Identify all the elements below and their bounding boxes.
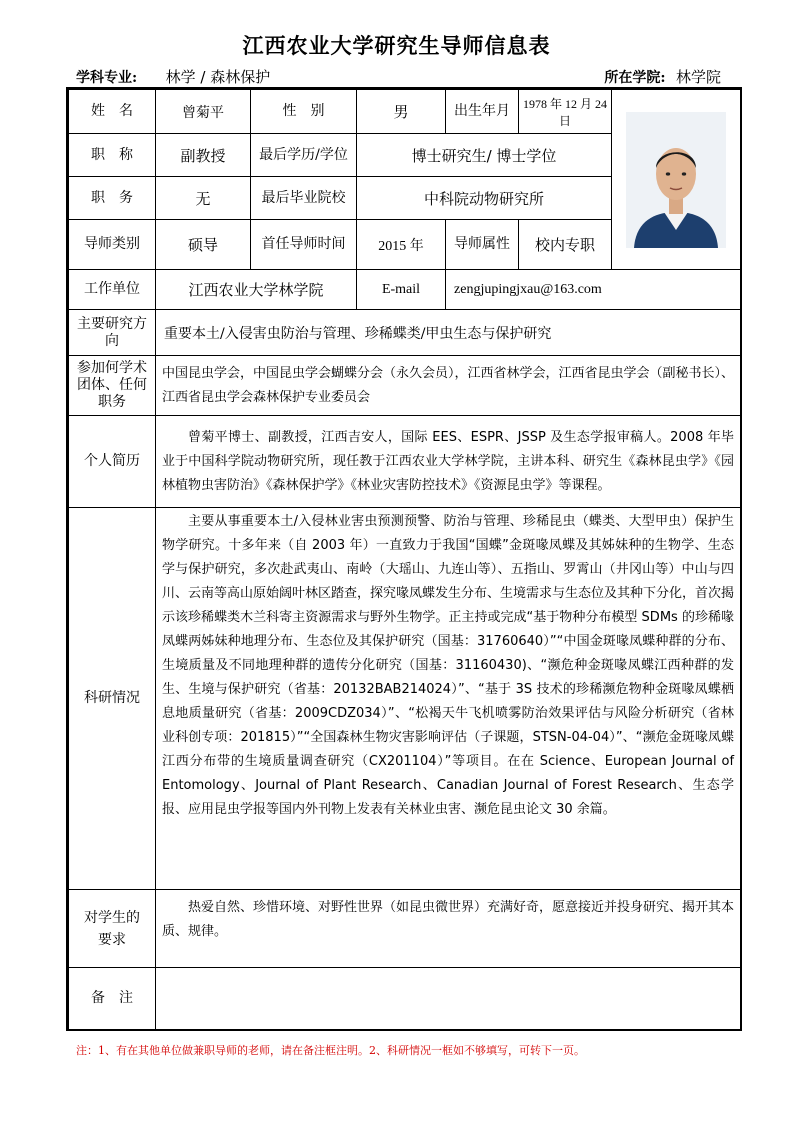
- supervisor-type-value: 硕导: [156, 220, 251, 270]
- portrait-photo: [626, 112, 726, 248]
- req-value: 热爱自然、珍惜环境、对野性世界（如昆虫微世界）充满好奇，愿意接近并投身研究、揭开其本质、规律。: [156, 890, 741, 968]
- portrait-icon: [626, 112, 726, 248]
- research-dir-value: 重要本土/入侵害虫防治与管理、珍稀蝶类/甲虫生态与保护研究: [156, 310, 741, 356]
- research-label: 科研情况: [69, 508, 156, 890]
- gender-value: 男: [357, 90, 446, 134]
- first-time-value: 2015 年: [357, 220, 446, 270]
- subject-value: 林学 / 森林保护: [165, 68, 271, 86]
- name-value: 曾菊平: [156, 90, 251, 134]
- attr-label: 导师属性: [446, 220, 519, 270]
- subject-label: 学科专业:: [76, 70, 138, 86]
- unit-label: 工作单位: [69, 270, 156, 310]
- post-label: 职 务: [69, 177, 156, 220]
- birth-value: 1978 年 12 月 24 日: [519, 90, 612, 134]
- school-line: [604, 66, 721, 87]
- footnote: 注：1、有在其他单位做兼职导师的老师，请在备注框注明。2、科研情况一框如不够填写，可转下一页。: [76, 1044, 585, 1057]
- school-grad-label: 最后毕业院校: [251, 177, 357, 220]
- attr-value: 校内专职: [519, 220, 612, 270]
- degree-value: 博士研究生/ 博士学位: [357, 134, 612, 177]
- research-value: 主要从事重要本土/入侵林业害虫预测预警、防治与管理、珍稀昆虫（蝶类、大型甲虫）保护生物学研究。十多年来（自 2003 年）一直致力于我国“国蝶”金斑喙凤蝶及其姊妹种的生物学、生态学与保护研究，多次赴武夷山、南岭（大瑶山、九连山等）、五指山、罗霄山（井冈山等）中山与四川、云南等高山原始阔叶林区踏查，探究喙凤蝶发生分布、生境需求与生态位及其种下分化，首次揭示该珍稀蝶类木兰科寄主资源需求与野外生物学。正主持或完成“基于物种分布模型 SDMs 的珍稀喙凤蝶两姊妹种地理分布、生态位及其保护研究（国基：31760640）”“中国金斑喙凤蝶种群的分布、生境质量及不同地理种群的遗传分化研究（国基：31160430)、“濒危种金斑喙凤蝶江西种群的发生、生境与保护研究（省基：20132BAB214024）”、“基于 3S 技术的珍稀濒危物种金斑喙凤蝶栖息地质量研究（省基：2009CDZ034）”、“松褐天牛飞机喷雾防治效果评估与风险分析研究（省林业科创专项：201815）”“全国森林生物灾害影响评估（子课题，STSN-04-04）”、“濒危金斑喙凤蝶江西分布带的生境质量调查研究（CX201104）”等项目。在在 Science、European Journal of Entomology、Journal of Plant Research、Canadian Journal of Forest Research、生态学报、应用昆虫学报等国内外刊物上发表有关林业虫害、濒危昆虫论文 30 余篇。: [156, 508, 741, 890]
- info-form: [66, 87, 742, 1031]
- first-time-label: 首任导师时间: [251, 220, 357, 270]
- subject-line: [76, 66, 270, 87]
- supervisor-type-label: 导师类别: [69, 220, 156, 270]
- school-grad-value: 中科院动物研究所: [357, 177, 612, 220]
- unit-value: 江西农业大学林学院: [156, 270, 357, 310]
- page-title: 江西农业大学研究生导师信息表: [242, 33, 551, 58]
- societies-value: 中国昆虫学会，中国昆虫学会蝴蝶分会（永久会员），江西省林学会，江西省昆虫学会（副秘书长）、江西省昆虫学会森林保护专业委员会: [156, 356, 741, 416]
- research-dir-label: 主要研究方向: [69, 310, 156, 356]
- email-label: E-mail: [357, 270, 446, 310]
- remark-label: 备 注: [69, 968, 156, 1030]
- photo-cell: [612, 90, 741, 270]
- post-value: 无: [156, 177, 251, 220]
- remark-value: [156, 968, 741, 1030]
- bio-label: 个人简历: [69, 416, 156, 508]
- req-label: 对学生的要求: [69, 890, 156, 968]
- title-value: 副教授: [156, 134, 251, 177]
- bio-value: 曾菊平博士、副教授，江西吉安人，国际 EES、ESPR、JSSP 及生态学报审稿人。2008 年毕业于中国科学院动物研究所，现任教于江西农业大学林学院，主讲本科、研究生《森林昆虫学》《园林植物虫害防治》《森林保护学》《林业灾害防控技术》《资源昆虫学》等课程。: [156, 416, 741, 508]
- societies-label: 参加何学术团体、任何职务: [69, 356, 156, 416]
- title-label: 职 称: [69, 134, 156, 177]
- birth-label: 出生年月: [446, 90, 519, 134]
- name-label: 姓 名: [69, 90, 156, 134]
- school-label: 所在学院:: [604, 70, 666, 86]
- gender-label: 性 别: [251, 90, 357, 134]
- email-value: zengjupingjxau@163.com: [446, 270, 741, 310]
- school-value: 林学院: [675, 68, 721, 86]
- info-table: [68, 89, 741, 1030]
- degree-label: 最后学历/学位: [251, 134, 357, 177]
